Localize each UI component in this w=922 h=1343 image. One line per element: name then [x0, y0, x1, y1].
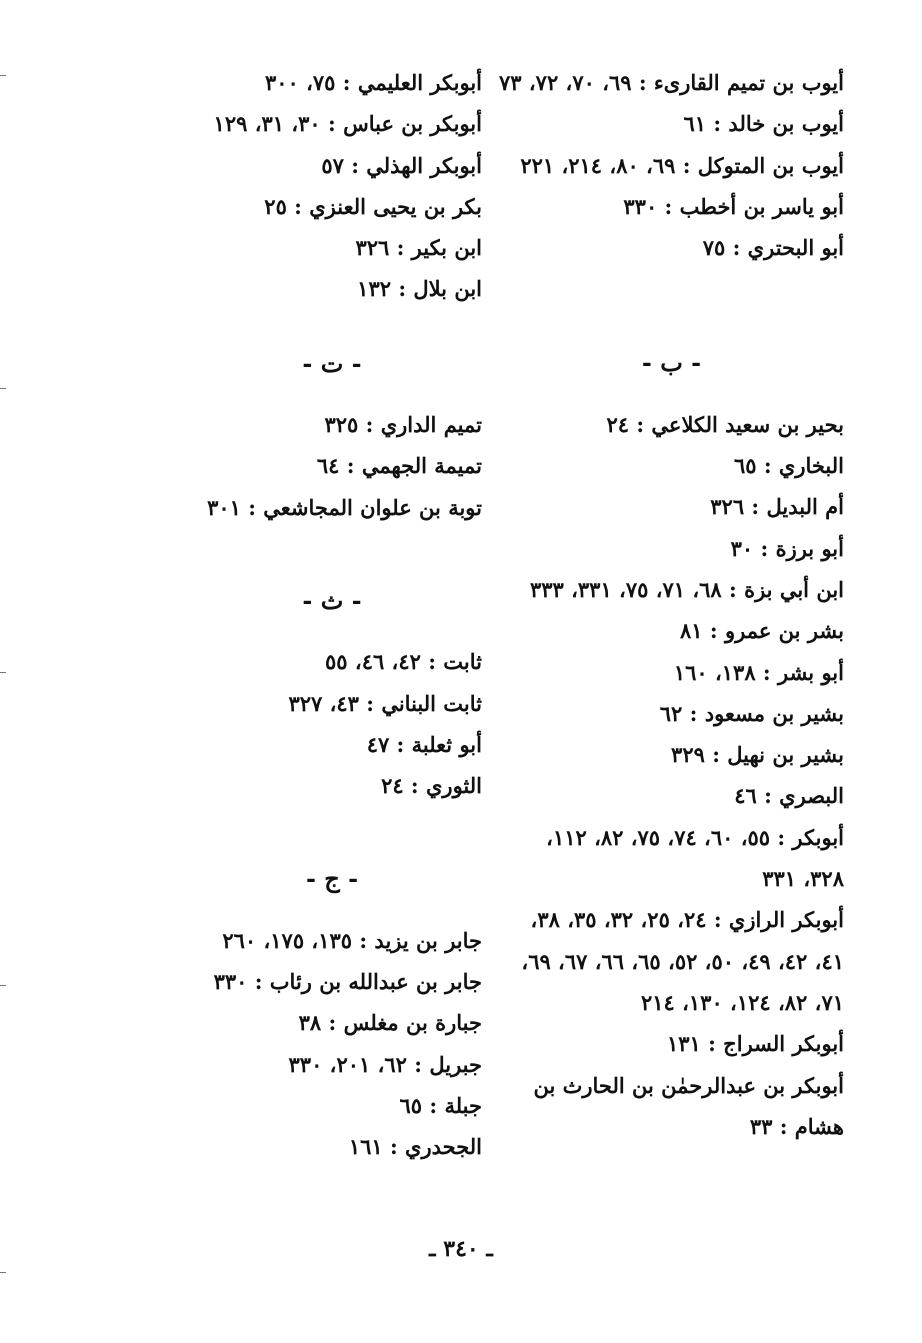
- index-entry: أيوب بن المتوكل : ٦٩، ٨٠، ٢١٤، ٢٢١: [520, 152, 844, 178]
- index-entry: أيوب بن تميم القارىء : ٦٩، ٧٠، ٧٢، ٧٣: [499, 70, 844, 95]
- section-tha: [182, 580, 482, 806]
- index-entry: أبوبكر بن عباس : ٣٠، ٣١، ١٢٩: [213, 111, 482, 137]
- scan-edge-mark: [0, 1272, 6, 1273]
- index-entry: أبو برزة : ٣٠: [730, 535, 844, 561]
- index-entry: أبو بشر : ١٣٨، ١٦٠: [673, 659, 844, 685]
- index-entry: ثابت البناني : ٤٣، ٣٢٧: [288, 690, 482, 716]
- index-entry: بحير بن سعيد الكلاعي : ٢٤: [606, 411, 844, 437]
- index-entry: البصري : ٤٦: [734, 783, 844, 809]
- index-entry: بكر بن يحيى العنزي : ٢٥: [264, 193, 482, 219]
- index-entry: البخاري : ٦٥: [733, 453, 844, 479]
- index-entry: الثوري : ٢٤: [381, 773, 482, 799]
- index-entry: توبة بن علوان المجاشعي : ٣٠١: [207, 494, 482, 520]
- section-ba: [499, 342, 844, 1147]
- section-alif-continued: [499, 62, 844, 268]
- index-entry: أبوبكر بن عبدالرحمٰن بن الحارث بن هشام : ٣٣: [533, 1072, 844, 1139]
- section-heading-tha: - ث -: [302, 585, 362, 615]
- scan-edge-mark: [0, 75, 6, 76]
- scan-edge-mark: [0, 672, 6, 673]
- index-entry: أبوبكر : ٥٥، ٦٠، ٧٤، ٧٥، ٨٢، ١١٢، ٣٢٨، ٣٣١: [546, 824, 844, 892]
- index-entry: بشر بن عمرو : ٨١: [680, 618, 844, 644]
- index-entry: أيوب بن خالد : ٦١: [683, 111, 844, 137]
- index-entry: ابن بلال : ١٣٢: [357, 276, 482, 302]
- page-number: ـ ٣٤٠ ـ: [429, 1236, 493, 1262]
- index-entry: أبوبكر السراج : ١٣١: [666, 1031, 844, 1057]
- index-entry: ثابت : ٤٢، ٤٦، ٥٥: [325, 649, 482, 675]
- index-entry: أبو البحتري : ٧٥: [702, 235, 844, 261]
- index-entry: جبارة بن مغلس : ٣٨: [298, 1010, 482, 1036]
- index-entry: جابر بن عبدالله بن رئاب : ٣٣٠: [213, 969, 482, 995]
- index-entry: جابر بن يزيد : ١٣٥، ١٧٥، ٢٦٠: [222, 927, 482, 953]
- index-entry: أبوبكر العليمي : ٧٥، ٣٠٠: [264, 70, 482, 95]
- section-ba-continued: [182, 62, 482, 310]
- index-entry: ابن بكير : ٣٢٦: [355, 235, 482, 261]
- index-entry: جبلة : ٦٥: [399, 1092, 482, 1118]
- section-heading-jim: - ج -: [305, 864, 359, 894]
- section-heading-ta: - ت -: [302, 348, 362, 378]
- index-entry: أبوبكر الهذلي : ٥٧: [321, 152, 482, 178]
- scan-edge-mark: [0, 985, 6, 986]
- index-column-right: [499, 62, 844, 1147]
- index-column-left: [182, 62, 482, 1168]
- index-entry: تميم الداري : ٣٢٥: [324, 412, 482, 438]
- index-entry: تميمة الجهمي : ٦٤: [316, 453, 482, 479]
- index-entry: أبو ثعلبة : ٤٧: [366, 731, 482, 757]
- section-ta: [182, 343, 482, 528]
- index-entry: أبوبكر الرازي : ٢٤، ٢٥، ٣٢، ٣٥، ٣٨، ٤١، ٤٢، ٤٩، ٥٠، ٥٢، ٦٥، ٦٦، ٦٧، ٦٩، ٧١، ٨٢، ١٢٤، ١٣٠، ٢١٤: [521, 907, 844, 1015]
- section-heading-ba: - ب -: [641, 348, 702, 378]
- index-entry: بشير بن نهيل : ٣٢٩: [671, 742, 844, 768]
- section-jim: [182, 858, 482, 1167]
- index-entry: ابن أبي بزة : ٦٨، ٧١، ٧٥، ٣٣١، ٣٣٣: [529, 576, 844, 602]
- index-entry: أبو ياسر بن أخطب : ٣٣٠: [623, 193, 844, 219]
- index-entry: بشير بن مسعود : ٦٢: [659, 700, 844, 726]
- index-entry: الجحدري : ١٦١: [348, 1134, 482, 1160]
- scan-edge-mark: [0, 388, 6, 389]
- index-entry: أم البديل : ٣٢٦: [710, 494, 844, 520]
- index-entry: جبريل : ٦٢، ٢٠١، ٣٣٠: [288, 1051, 482, 1077]
